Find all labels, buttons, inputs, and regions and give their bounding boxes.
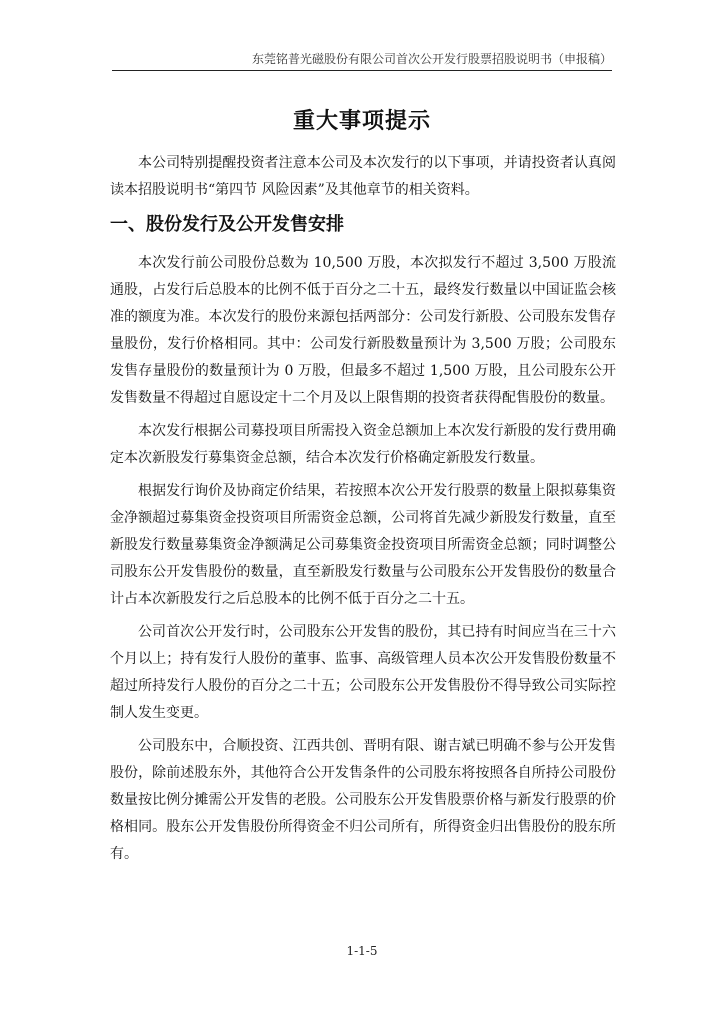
running-header: 东莞铭普光磁股份有限公司首次公开发行股票招股说明书（申报稿） (112, 50, 612, 71)
intro-paragraph: 本公司特别提醒投资者注意本公司及本次发行的以下事项，并请投资者认真阅读本招股说明书“第四节 风险因素”及其他章节的相关资料。 (110, 155, 616, 198)
body-paragraph: 本次发行根据公司募投项目所需投入资金总额加上本次发行新股的发行费用确定本次新股发行募集资金总额，结合本次发行价格确定新股发行数量。 (110, 423, 616, 466)
body-paragraph: 公司首次公开发行时，公司股东公开发售的股份，其已持有时间应当在三十六个月以上；持有发行人股份的董事、监事、高级管理人员本次公开发售股份数量不超过所持发行人股份的百分之二十五；公司股东公开发售股份不得导致公司实际控制人发生变更。 (110, 624, 616, 721)
document-body (110, 150, 616, 874)
body-paragraph: 根据发行询价及协商定价结果，若按照本次公开发行股票的数量上限拟募集资金净额超过募集资金投资项目所需资金总额，公司将首先减少新股发行数量，直至新股发行数量募集资金净额满足公司募集资金投资项目所需资金总额；同时调整公司股东公开发售股份的数量，直至新股发行数量与公司股东公开发售股份的数量合计占本次新股发行之后总股本的比例不低于百分之二十五。 (110, 483, 616, 607)
page-title: 重大事项提示 (292, 109, 431, 134)
section-heading: 一、股份发行及公开发售安排 (110, 214, 344, 235)
body-paragraph: 本次发行前公司股份总数为 10,500 万股，本次拟发行不超过 3,500 万股流通股，占发行后总股本的比例不低于百分之二十五，最终发行数量以中国证监会核准的额度为准。本次发行的股份来源包括两部分：公司发行新股、公司股东发售存量股份，发行价格相同。其中：公司发行新股数量预计为 3,500 万股；公司股东发售存量股份的数量预计为 0 万股，但最多不超过 1,500 万股，且公司股东公开发售数量不得超过自愿设定十二个月及以上限售期的投资者获得配售股份的数量。 (110, 255, 616, 406)
page-number: 1-1-5 (346, 944, 378, 958)
body-paragraph: 公司股东中，合顺投资、江西共创、晋明有限、谢吉斌已明确不参与公开发售股份，除前述股东外，其他符合公开发售条件的公司股东将按照各自所持公司股份数量按比例分摊需公开发售的老股。公司股东公开发售股票价格与新发行股票的价格相同。股东公开发售股份所得资金不归公司所有，所得资金归出售股份的股东所有。 (110, 738, 616, 862)
